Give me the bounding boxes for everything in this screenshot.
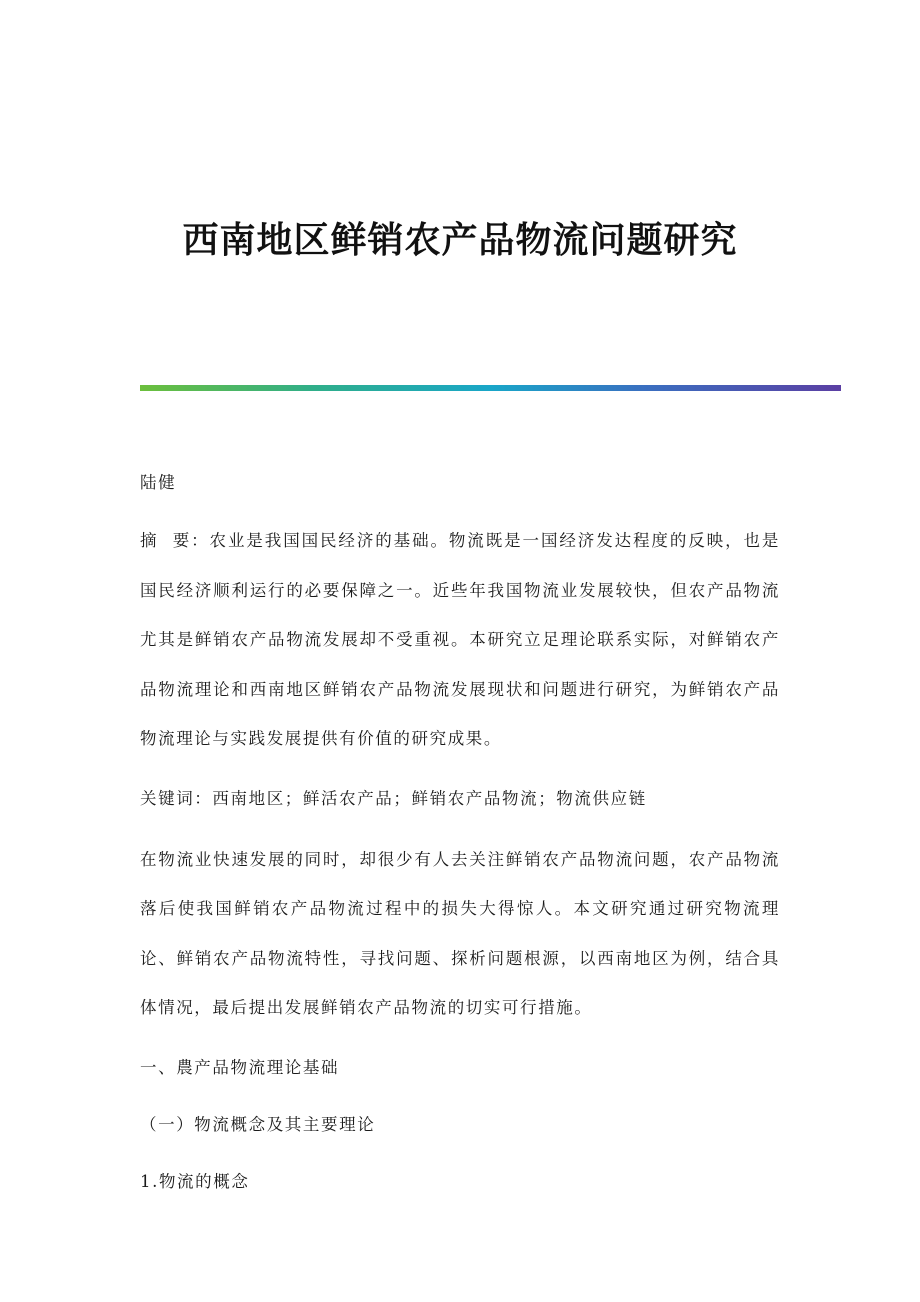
subsection-heading: （一）物流概念及其主要理论 bbox=[140, 1114, 376, 1134]
intro-paragraph: 在物流业快速发展的同时，却很少有人去关注鲜销农产品物流问题，农产品物流落后使我国鲜销农产品物流过程中的损失大得惊人。本文研究通过研究物流理论、鲜销农产品物流特性，寻找问题、探析问题根源，以西南地区为例，结合具体情况，最后提出发展鲜销农产品物流的切实可行措施。 bbox=[140, 849, 780, 1017]
abstract-paragraph: 摘 要：农业是我国国民经济的基础。物流既是一国经济发达程度的反映，也是国民经济顺利运行的必要保障之一。近些年我国物流业发展较快，但农产品物流尤其是鲜销农产品物流发展却不受重视。本研究立足理论联系实际，对鲜销农产品物流理论和西南地区鲜销农产品物流发展现状和问题进行研究，为鲜销农产品物流理论与实践发展提供有价值的研究成果。 bbox=[140, 531, 780, 748]
document-body bbox=[140, 468, 780, 1197]
document-title: 西南地区鲜销农产品物流问题研究 bbox=[182, 219, 738, 261]
author-name: 陆健 bbox=[140, 473, 177, 492]
title-divider-rule bbox=[140, 385, 841, 391]
section-heading: 一、農产品物流理论基础 bbox=[140, 1057, 340, 1077]
item-heading: 1.物流的概念 bbox=[140, 1171, 250, 1191]
keywords-line: 关键词：西南地区；鲜活农产品；鲜销农产品物流；物流供应链 bbox=[140, 788, 647, 808]
